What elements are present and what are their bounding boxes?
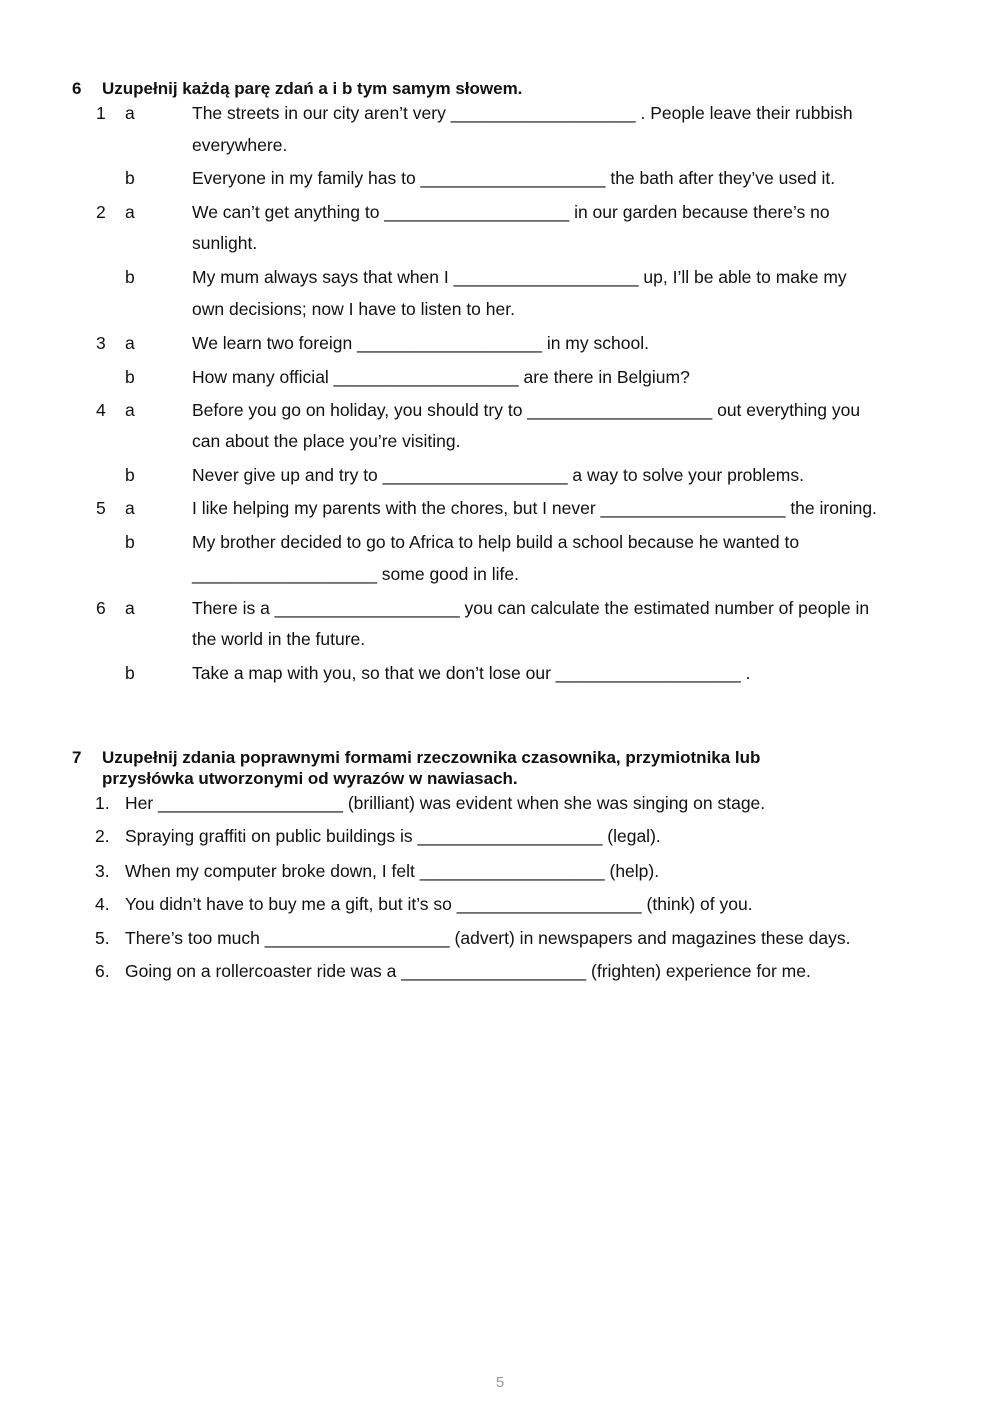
question-text: I like helping my parents with the chores, but I never ___________________ the ironing. [192,498,877,518]
question-text: How many official ___________________ are there in Belgium? [192,367,690,387]
item-number: 3. [95,861,110,881]
item-text: There’s too much ___________________ (advert) in newspapers and magazines these days. [125,928,851,948]
item-text: Going on a rollercoaster ride was a ___________________ (frighten) experience for me. [125,961,811,981]
item-number: 4. [95,894,110,914]
question-text: The streets in our city aren’t very ___________________ . People leave their rubbish [192,103,853,123]
question-text: ___________________ some good in life. [192,564,519,584]
question-text: Everyone in my family has to ___________________ the bath after they’ve used it. [192,168,836,188]
question-letter: a [125,598,135,618]
question-letter: a [125,498,135,518]
question-text: We learn two foreign ___________________ in my school. [192,333,649,353]
question-letter: b [125,532,135,552]
question-letter: b [125,267,135,287]
exercise-number: 7 [72,748,82,767]
exercise-instruction-line-2: przysłówka utworzonymi od wyrazów w nawiasach. [102,769,518,788]
item-number: 2. [95,826,110,846]
item-text: When my computer broke down, I felt ___________________ (help). [125,861,660,881]
item-text: Spraying graffiti on public buildings is ___________________ (legal). [125,826,661,846]
question-text: can about the place you’re visiting. [192,431,461,451]
question-letter: a [125,103,135,123]
question-letter: a [125,202,135,222]
item-text: Her ___________________ (brilliant) was evident when she was singing on stage. [125,793,766,813]
exercise-instruction-line-1: Uzupełnij zdania poprawnymi formami rzeczownika czasownika, przymiotnika lub [102,748,761,767]
question-number: 4 [96,400,106,420]
question-text: My brother decided to go to Africa to help build a school because he wanted to [192,532,800,552]
question-text: Never give up and try to ___________________ a way to solve your problems. [192,465,804,485]
question-number: 3 [96,333,106,353]
question-text: the world in the future. [192,629,366,649]
question-text: own decisions; now I have to listen to her. [192,299,515,319]
question-text: Take a map with you, so that we don’t lose our ___________________ . [192,663,751,683]
item-number: 5. [95,928,110,948]
exercise-number: 6 [72,79,82,98]
question-letter: a [125,333,135,353]
question-letter: b [125,465,135,485]
question-letter: b [125,663,135,683]
item-text: You didn’t have to buy me a gift, but it’s so ___________________ (think) of you. [125,894,753,914]
question-number: 2 [96,202,106,222]
question-number: 1 [96,103,106,123]
question-text: everywhere. [192,135,288,155]
question-number: 6 [96,598,106,618]
question-number: 5 [96,498,106,518]
question-letter: b [125,168,135,188]
exercise-instruction: Uzupełnij każdą parę zdań a i b tym samym słowem. [102,79,523,98]
exercise-7-heading [72,747,872,789]
question-text: We can’t get anything to ___________________ in our garden because there’s no [192,202,830,222]
question-text: My mum always says that when I ___________________ up, I’ll be able to make my [192,267,847,287]
question-letter: a [125,400,135,420]
item-number: 6. [95,961,110,981]
question-text: Before you go on holiday, you should try to ___________________ out everything you [192,400,861,420]
page-number: 5 [495,1374,505,1391]
question-letter: b [125,367,135,387]
question-text: There is a ___________________ you can calculate the estimated number of people in [192,598,870,618]
question-text: sunlight. [192,233,258,253]
item-number: 1. [95,793,110,813]
